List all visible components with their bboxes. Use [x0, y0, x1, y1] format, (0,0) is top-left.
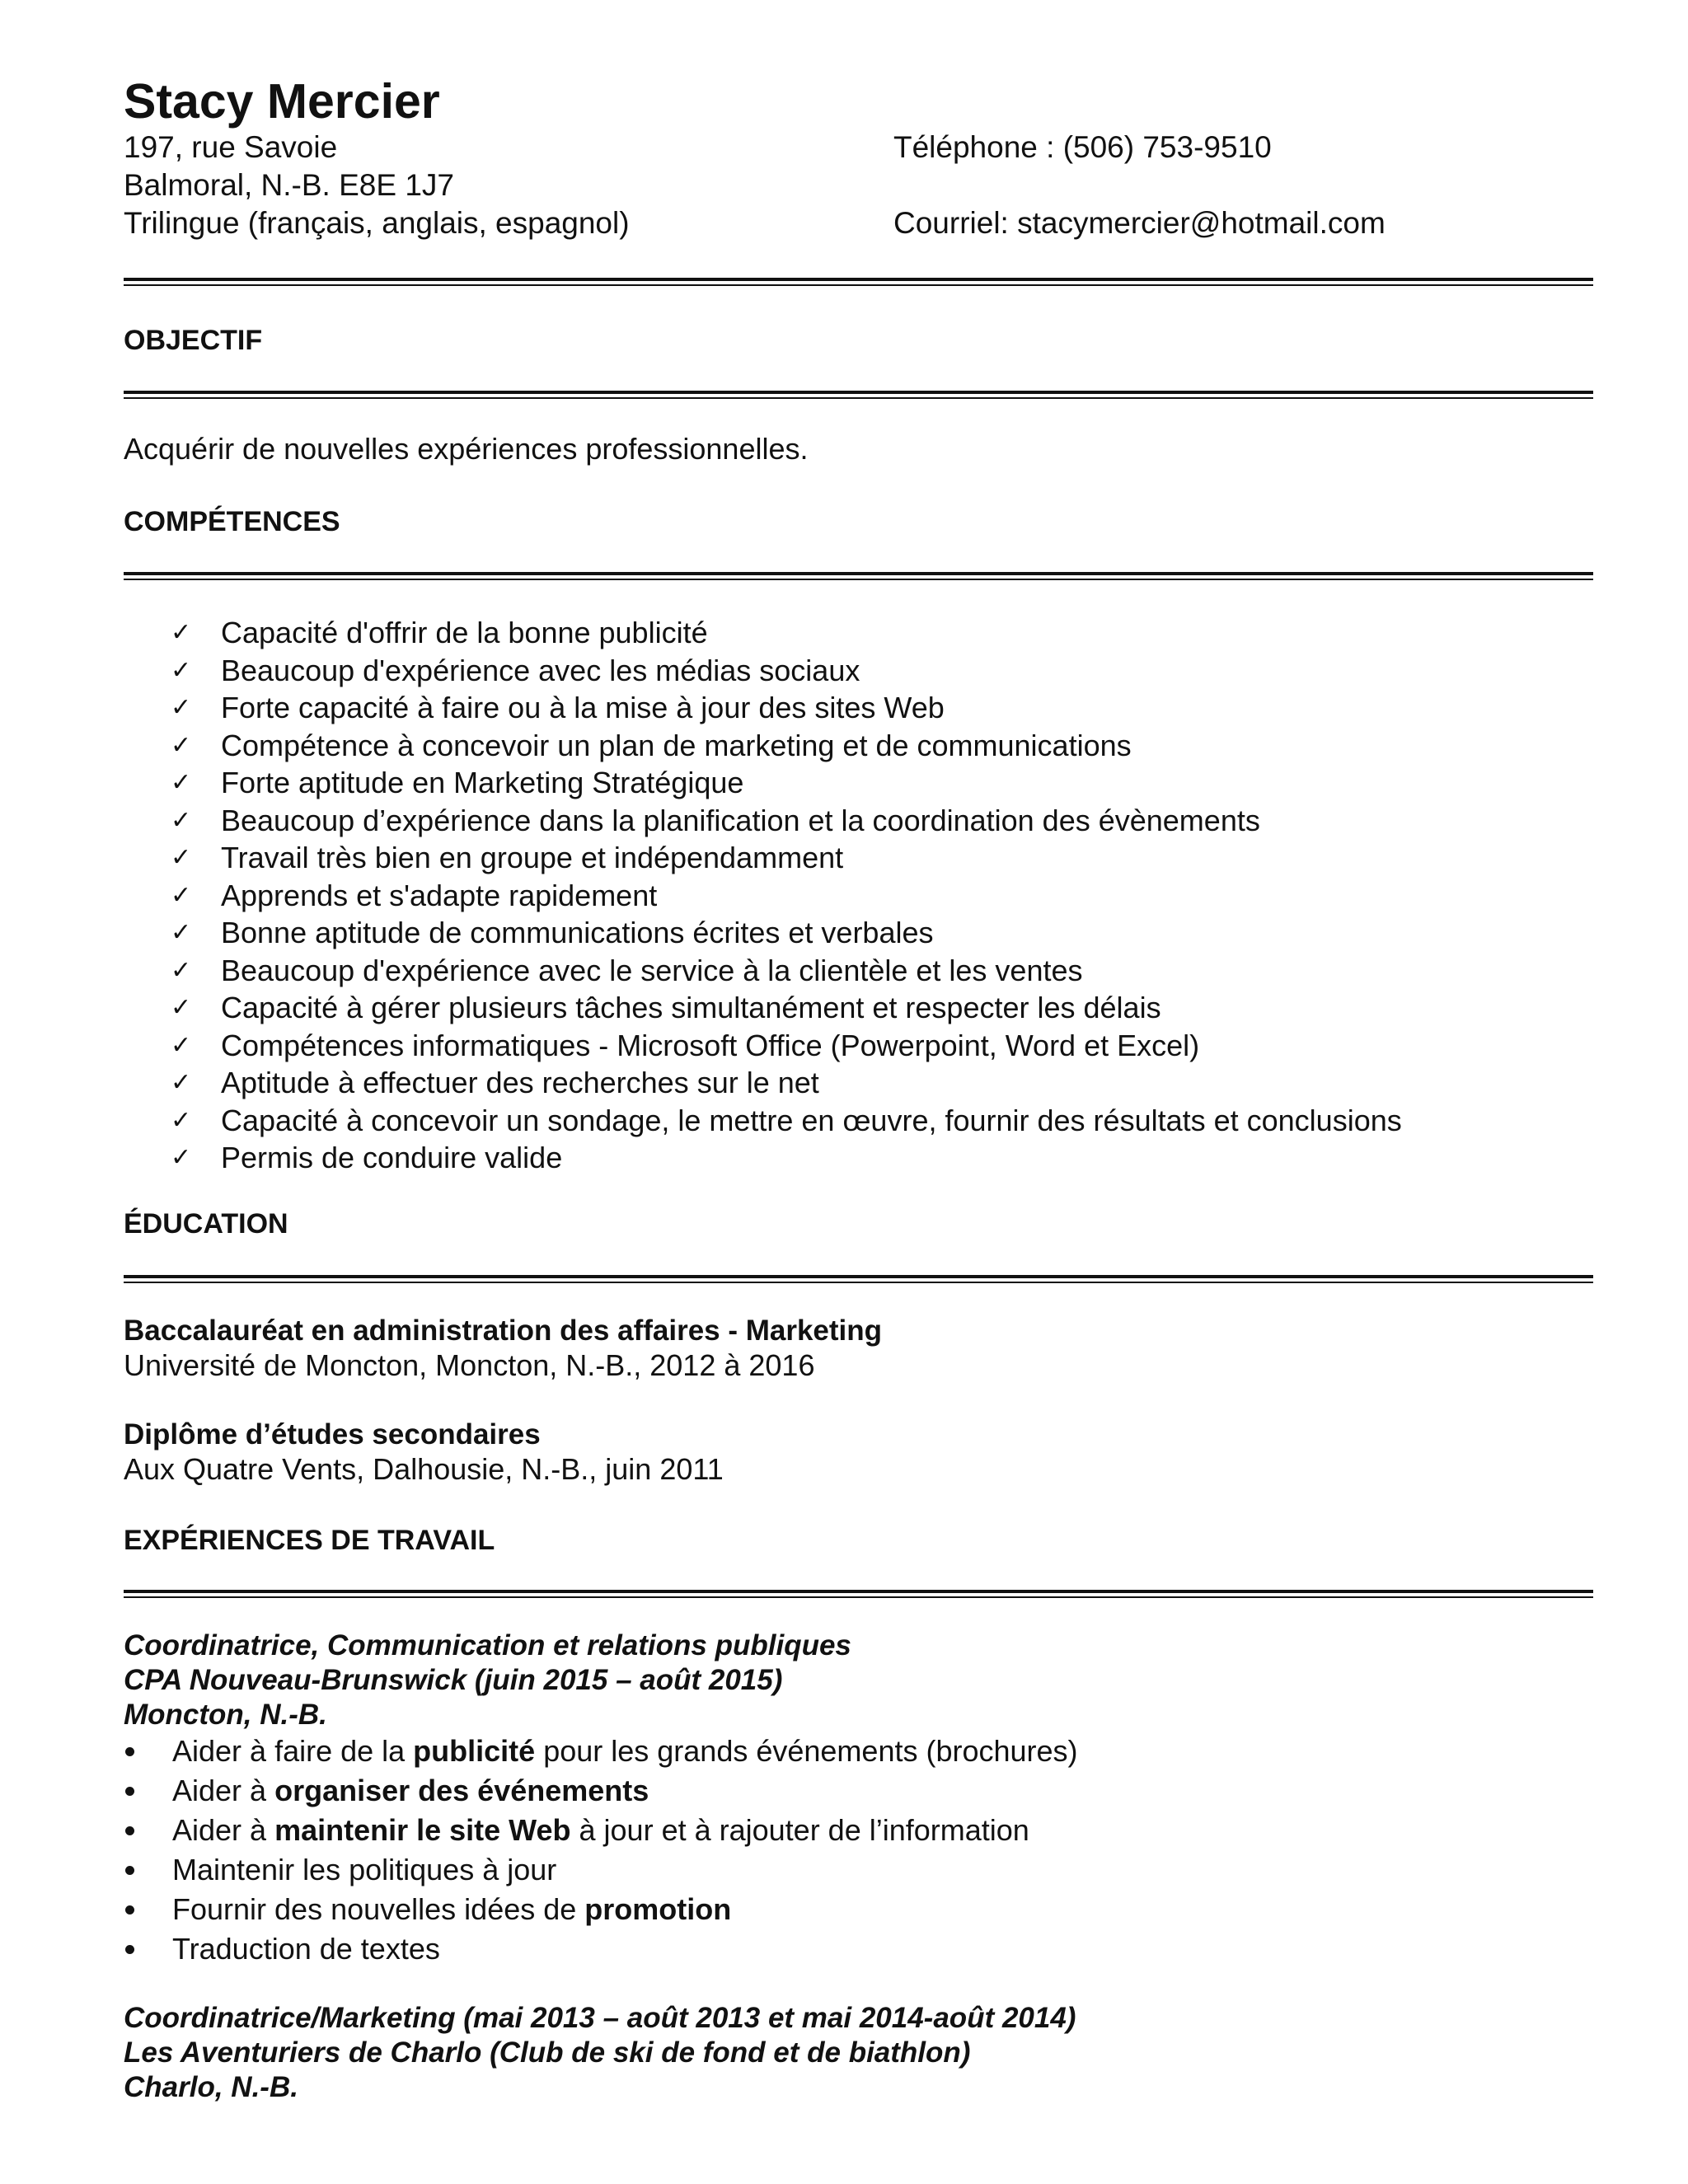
list-item — [124, 727, 1402, 765]
objective-heading: OBJECTIF — [124, 325, 263, 356]
list-item — [124, 689, 1402, 727]
list-item — [124, 1027, 1402, 1065]
skill-text: Beaucoup d'expérience avec le service à la clientèle et les ventes — [221, 953, 1083, 987]
check-icon: ✓ — [171, 693, 192, 722]
check-icon: ✓ — [171, 843, 192, 872]
job-location: Moncton, N.-B. — [124, 1699, 327, 1731]
list-item: Fournir des nouvelles idées de promotion — [124, 1890, 1078, 1929]
list-item: Aider à maintenir le site Web à jour et à rajouter de l’information — [124, 1811, 1078, 1850]
section-divider — [124, 278, 1593, 287]
skill-text: Apprends et s'adapte rapidement — [221, 878, 658, 912]
check-icon: ✓ — [171, 1105, 192, 1135]
list-item: Aider à organiser des événements — [124, 1771, 1078, 1811]
skill-text: Forte capacité à faire ou à la mise à jour des sites Web — [221, 691, 945, 724]
education-details: Aux Quatre Vents, Dalhousie, N.-B., juin 2011 — [124, 1452, 724, 1486]
bullet-icon — [125, 1866, 134, 1875]
skill-text: Capacité à concevoir un sondage, le mettre en œuvre, fournir des résultats et conclusions — [221, 1103, 1402, 1137]
job-location: Charlo, N.-B. — [124, 2071, 298, 2103]
skill-text: Permis de conduire valide — [221, 1141, 563, 1174]
languages: Trilingue (français, anglais, espagnol) — [124, 206, 630, 240]
job-title: Coordinatrice/Marketing (mai 2013 – août 2013 et mai 2014-août 2014) — [124, 2002, 1076, 2034]
bullet-icon — [125, 1826, 134, 1835]
address-line-1: 197, rue Savoie — [124, 130, 338, 164]
list-item: Maintenir les politiques à jour — [124, 1850, 1078, 1890]
skill-text: Capacité à gérer plusieurs tâches simultanément et respecter les délais — [221, 991, 1161, 1024]
bullet-icon — [125, 1905, 134, 1915]
check-icon: ✓ — [171, 993, 192, 1022]
list-item — [124, 877, 1402, 915]
bullet-icon — [125, 1945, 134, 1954]
section-divider — [124, 391, 1593, 400]
check-icon: ✓ — [171, 618, 192, 647]
email: Courriel: stacymercier@hotmail.com — [893, 206, 1386, 240]
skill-text: Capacité d'offrir de la bonne publicité — [221, 616, 708, 649]
education-heading: ÉDUCATION — [124, 1208, 288, 1240]
check-icon: ✓ — [171, 880, 192, 910]
list-item — [124, 764, 1402, 802]
check-icon: ✓ — [171, 1143, 192, 1172]
skills-list — [124, 614, 1402, 1177]
check-icon: ✓ — [171, 805, 192, 835]
education-degree: Diplôme d’études secondaires — [124, 1418, 541, 1451]
bullet-icon — [125, 1747, 134, 1756]
bullet-icon — [125, 1787, 134, 1796]
job-company: Les Aventuriers de Charlo (Club de ski de fond et de biathlon) — [124, 2036, 971, 2069]
list-item — [124, 614, 1402, 652]
duties-list — [124, 1732, 1078, 1969]
education-degree: Baccalauréat en administration des affaires - Marketing — [124, 1315, 883, 1347]
address-line-2: Balmoral, N.-B. E8E 1J7 — [124, 168, 454, 202]
skill-text: Compétences informatiques - Microsoft Office (Powerpoint, Word et Excel) — [221, 1028, 1200, 1062]
section-divider — [124, 1275, 1593, 1284]
check-icon: ✓ — [171, 768, 192, 797]
experience-heading: EXPÉRIENCES DE TRAVAIL — [124, 1525, 495, 1556]
skill-text: Beaucoup d'expérience avec les médias sociaux — [221, 653, 860, 687]
list-item — [124, 989, 1402, 1027]
list-item: Traduction de textes — [124, 1929, 1078, 1969]
list-item — [124, 839, 1402, 877]
skill-text: Forte aptitude en Marketing Stratégique — [221, 766, 744, 799]
check-icon: ✓ — [171, 1030, 192, 1060]
check-icon: ✓ — [171, 730, 192, 760]
objective-text: Acquérir de nouvelles expériences professionnelles. — [124, 432, 809, 466]
list-item — [124, 802, 1402, 840]
section-divider — [124, 572, 1593, 581]
phone: Téléphone : (506) 753-9510 — [893, 130, 1272, 164]
job-company: CPA Nouveau-Brunswick (juin 2015 – août 2015) — [124, 1664, 783, 1696]
education-details: Université de Moncton, Moncton, N.-B., 2012 à 2016 — [124, 1348, 815, 1382]
skill-text: Compétence à concevoir un plan de marketing et de communications — [221, 728, 1132, 762]
list-item — [124, 1102, 1402, 1140]
list-item — [124, 1064, 1402, 1102]
skill-text: Travail très bien en groupe et indépendamment — [221, 841, 844, 874]
check-icon: ✓ — [171, 655, 192, 685]
check-icon: ✓ — [171, 955, 192, 985]
list-item — [124, 1139, 1402, 1177]
skills-heading: COMPÉTENCES — [124, 506, 340, 537]
skill-text: Bonne aptitude de communications écrites et verbales — [221, 916, 934, 949]
skill-text: Aptitude à effectuer des recherches sur le net — [221, 1066, 819, 1099]
list-item — [124, 914, 1402, 952]
list-item — [124, 652, 1402, 690]
job-title: Coordinatrice, Communication et relations publiques — [124, 1629, 851, 1661]
check-icon: ✓ — [171, 1068, 192, 1097]
list-item: Aider à faire de la publicité pour les grands événements (brochures) — [124, 1732, 1078, 1771]
check-icon: ✓ — [171, 918, 192, 947]
candidate-name: Stacy Mercier — [124, 74, 440, 129]
list-item — [124, 952, 1402, 990]
skill-text: Beaucoup d’expérience dans la planification et la coordination des évènements — [221, 803, 1260, 837]
section-divider — [124, 1590, 1593, 1599]
